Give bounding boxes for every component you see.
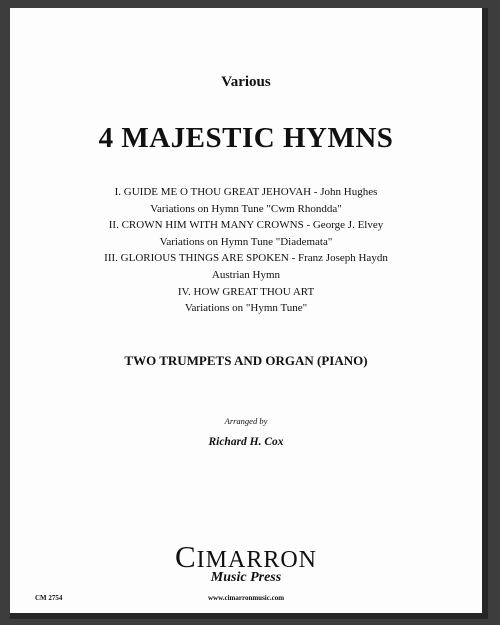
- instrumentation: TWO TRUMPETS AND ORGAN (PIANO): [124, 353, 368, 368]
- publisher-logo-subtitle: Music Press: [210, 570, 282, 585]
- contents-line: II. CROWN HIM WITH MANY CROWNS - George J. Elvey: [108, 219, 384, 232]
- arranged-by-label: Arranged by: [224, 416, 268, 426]
- contents-line: Variations on "Hymn Tune": [184, 302, 308, 315]
- contents-line: Variations on Hymn Tune "Cwm Rhondda": [150, 202, 342, 215]
- score-title: 4 MAJESTIC HYMNS: [98, 122, 394, 154]
- catalog-number: CM 2754: [35, 594, 63, 602]
- contents-line: Austrian Hymn: [211, 268, 281, 281]
- publisher-logo-rest: IMARRON: [196, 547, 318, 573]
- contents-line: I. GUIDE ME O THOU GREAT JEHOVAH - John Hughes: [114, 186, 378, 198]
- publisher-logo: [10, 539, 482, 585]
- publisher-url: www.cimarronmusic.com: [207, 594, 285, 602]
- contents-line: IV. HOW GREAT THOU ART: [177, 285, 315, 298]
- contents-line: III. GLORIOUS THINGS ARE SPOKEN - Franz Joseph Haydn: [104, 252, 388, 265]
- publisher-logo-initial: C: [174, 539, 197, 574]
- contents-list: [10, 184, 482, 317]
- contents-line: Variations on Hymn Tune "Diademata": [159, 235, 333, 248]
- publisher-logo-wordmark: [10, 539, 482, 574]
- arranger-name: Richard H. Cox: [208, 436, 284, 448]
- score-cover-page: [10, 8, 488, 619]
- composer: Various: [221, 74, 271, 90]
